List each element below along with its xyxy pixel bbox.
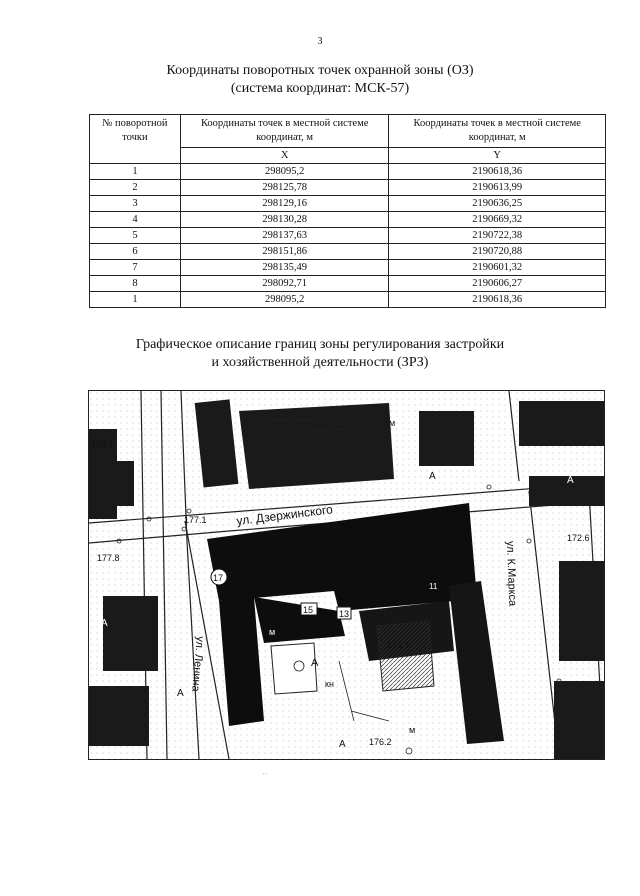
table-title bbox=[0, 62, 640, 98]
cell-x: 298151,86 bbox=[180, 244, 389, 260]
map-title-line1: Графическое описание границ зоны регулирования застройки bbox=[135, 337, 505, 352]
header-point-number: № поворотной точки bbox=[90, 115, 181, 164]
coordinates-table bbox=[89, 114, 606, 308]
street-dzerzhinsky: ул. Дзержинского bbox=[235, 502, 334, 528]
cell-y: 2190606,27 bbox=[389, 276, 606, 292]
cell-x: 298129,16 bbox=[180, 196, 389, 212]
table-row bbox=[90, 276, 606, 292]
cell-point: 3 bbox=[90, 196, 181, 212]
table-row bbox=[90, 260, 606, 276]
subheader-x: X bbox=[180, 148, 389, 164]
map-letter: А bbox=[567, 475, 574, 486]
table-row bbox=[90, 292, 606, 308]
elevation-label: 172.6 bbox=[567, 533, 590, 543]
cell-point: 2 bbox=[90, 180, 181, 196]
cell-y: 2190720,88 bbox=[389, 244, 606, 260]
cell-x: 298095,2 bbox=[180, 164, 389, 180]
map-drawing bbox=[89, 391, 604, 759]
elevation-label: 176.2 bbox=[369, 737, 392, 747]
cell-x: 298125,78 bbox=[180, 180, 389, 196]
scan-speck: ·· bbox=[262, 770, 268, 779]
cell-x: 298130,28 bbox=[180, 212, 389, 228]
cell-x: 298135,49 bbox=[180, 260, 389, 276]
cell-x: 298092,71 bbox=[180, 276, 389, 292]
map-label-kn: кн bbox=[325, 679, 334, 689]
street-lenin: ул. Ленина bbox=[189, 635, 206, 693]
cell-point: 7 bbox=[90, 260, 181, 276]
cell-point: 1 bbox=[90, 292, 181, 308]
map-label-17: 17 bbox=[213, 573, 224, 583]
elevation-label: 177.8 bbox=[97, 553, 120, 563]
table-title-line1: Координаты поворотных точек охранной зоны (ОЗ) bbox=[166, 63, 474, 78]
cell-y: 2190669,32 bbox=[389, 212, 606, 228]
cell-y: 2190722,38 bbox=[389, 228, 606, 244]
table-row bbox=[90, 180, 606, 196]
table-row bbox=[90, 228, 606, 244]
map-title bbox=[0, 336, 640, 372]
map-title-line2: и хозяйственной деятельности (ЗРЗ) bbox=[211, 355, 429, 370]
map-letter: А bbox=[101, 618, 108, 629]
header-y: Координаты точек в местной системе координат, м bbox=[389, 115, 606, 148]
building-block bbox=[94, 461, 134, 506]
cell-y: 2190618,36 bbox=[389, 164, 606, 180]
table-row bbox=[90, 244, 606, 260]
cell-x: 298137,63 bbox=[180, 228, 389, 244]
header-x: Координаты точек в местной системе координат, м bbox=[180, 115, 389, 148]
table-row bbox=[90, 164, 606, 180]
elevation-label: 175.1 bbox=[387, 640, 410, 650]
cell-point: 5 bbox=[90, 228, 181, 244]
site-plan-map bbox=[88, 390, 605, 760]
cell-point: 1 bbox=[90, 164, 181, 180]
table-title-line2: (система координат: МСК-57) bbox=[230, 81, 410, 96]
map-label-13: 13 bbox=[339, 609, 350, 619]
table-row bbox=[90, 196, 606, 212]
cell-y: 2190618,36 bbox=[389, 292, 606, 308]
map-label-m: м bbox=[409, 725, 416, 735]
map-letter: А bbox=[177, 688, 184, 699]
page-number: 3 bbox=[317, 36, 323, 47]
cell-point: 4 bbox=[90, 212, 181, 228]
cell-point: 6 bbox=[90, 244, 181, 260]
subheader-y: Y bbox=[389, 148, 606, 164]
map-letter: А bbox=[311, 657, 319, 669]
map-label-m: м bbox=[389, 418, 396, 428]
cell-y: 2190613,99 bbox=[389, 180, 606, 196]
elevation-label: 177.1 bbox=[184, 515, 207, 525]
map-label-m: м bbox=[269, 627, 276, 637]
building-block bbox=[239, 403, 394, 489]
cell-y: 2190601,32 bbox=[389, 260, 606, 276]
map-letter: А bbox=[339, 739, 346, 750]
map-label-15: 15 bbox=[303, 605, 314, 615]
cell-y: 2190636,25 bbox=[389, 196, 606, 212]
map-label-11: 11 bbox=[429, 582, 438, 591]
elevation-label: 178.1 bbox=[91, 439, 114, 449]
table-row bbox=[90, 212, 606, 228]
map-letter: А bbox=[429, 471, 436, 482]
cell-point: 8 bbox=[90, 276, 181, 292]
street-marx: ул. К.Маркса bbox=[504, 540, 519, 607]
cell-x: 298095,2 bbox=[180, 292, 389, 308]
